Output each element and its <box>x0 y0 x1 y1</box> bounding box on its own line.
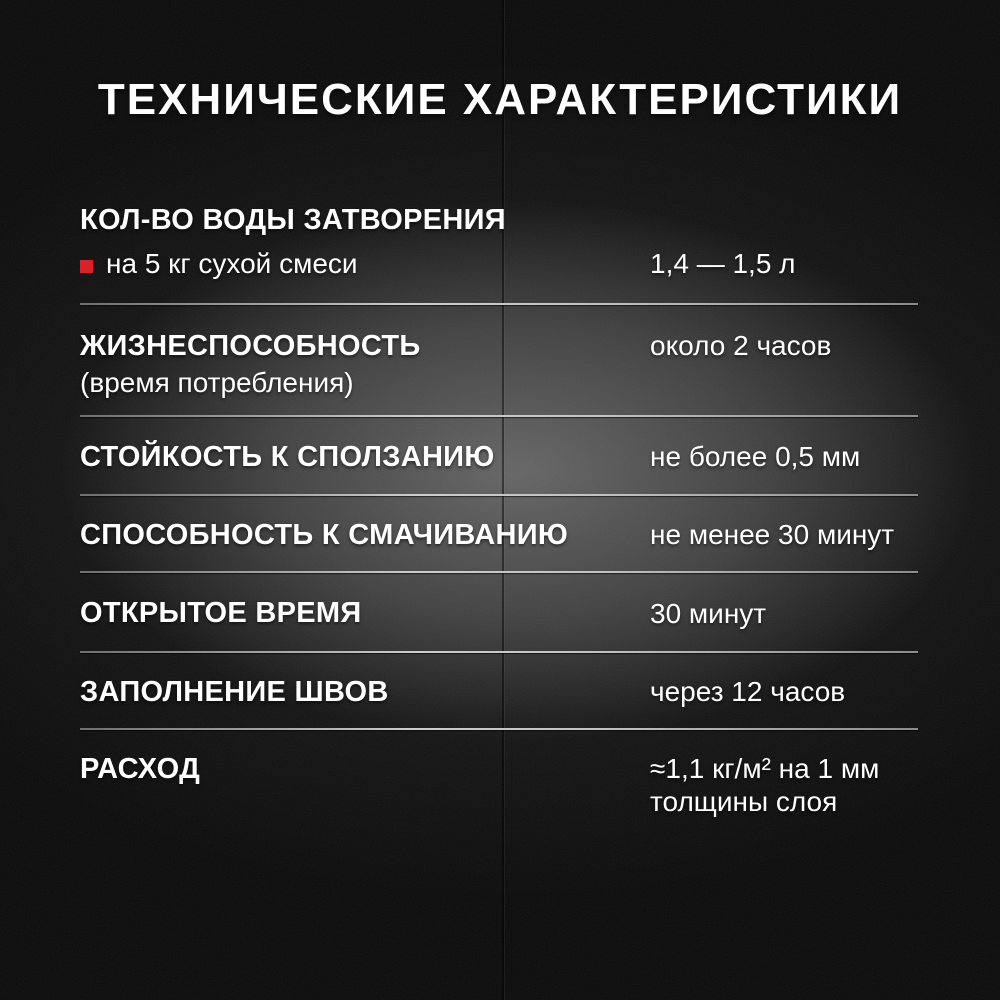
table-row <box>80 653 918 730</box>
spec-label: СТОЙКОСТЬ К СПОЛЗАНИЮ <box>80 440 495 473</box>
spec-value: не менее 30 минут <box>650 519 895 551</box>
table-row <box>80 730 918 848</box>
spec-sublabel: на 5 кг сухой смеси <box>106 248 358 280</box>
spec-sublabel: (время потребления) <box>80 367 354 399</box>
spec-label: ОТКРЫТОЕ ВРЕМЯ <box>80 597 362 630</box>
spec-label-cell <box>80 675 389 709</box>
table-row <box>80 190 918 305</box>
spec-label-cell <box>80 752 200 786</box>
spec-value: не более 0,5 мм <box>650 441 861 473</box>
spec-value-cell <box>650 440 918 473</box>
spec-value-cell <box>650 597 918 630</box>
table-row <box>80 305 918 417</box>
spec-label: ЖИЗНЕСПОСОБНОСТЬ <box>80 330 421 363</box>
spec-value-cell <box>650 247 918 280</box>
spec-label-cell <box>80 329 421 399</box>
spec-value: через 12 часов <box>650 676 846 708</box>
spec-value: 30 минут <box>650 597 767 629</box>
spec-label-cell <box>80 518 568 552</box>
spec-subline <box>80 367 421 399</box>
spec-value-line2: толщины слоя <box>650 786 838 818</box>
spec-label-cell <box>80 203 506 280</box>
table-row <box>80 496 918 573</box>
spec-table <box>80 190 918 848</box>
spec-label: РАСХОД <box>80 753 201 786</box>
table-row <box>80 573 918 653</box>
spec-label: ЗАПОЛНЕНИЕ ШВОВ <box>80 675 389 708</box>
spec-subline <box>80 248 506 280</box>
page-title: ТЕХНИЧЕСКИЕ ХАРАКТЕРИСТИКИ <box>97 75 903 124</box>
spec-value-cell <box>650 518 918 551</box>
spec-label: СПОСОБНОСТЬ К СМАЧИВАНИЮ <box>80 518 569 551</box>
spec-value-cell <box>650 752 918 818</box>
spec-value-cell <box>650 675 918 708</box>
spec-label-cell <box>80 440 495 474</box>
table-row <box>80 417 918 496</box>
spec-value: ≈1,1 кг/м² на 1 мм <box>650 753 880 785</box>
spec-value-cell <box>650 329 918 362</box>
spec-value: около 2 часов <box>650 330 832 362</box>
spec-value: 1,4 — 1,5 л <box>650 248 796 280</box>
red-square-bullet <box>80 260 93 273</box>
spec-label-cell <box>80 596 361 630</box>
spec-label: КОЛ-ВО ВОДЫ ЗАТВОРЕНИЯ <box>80 204 506 237</box>
